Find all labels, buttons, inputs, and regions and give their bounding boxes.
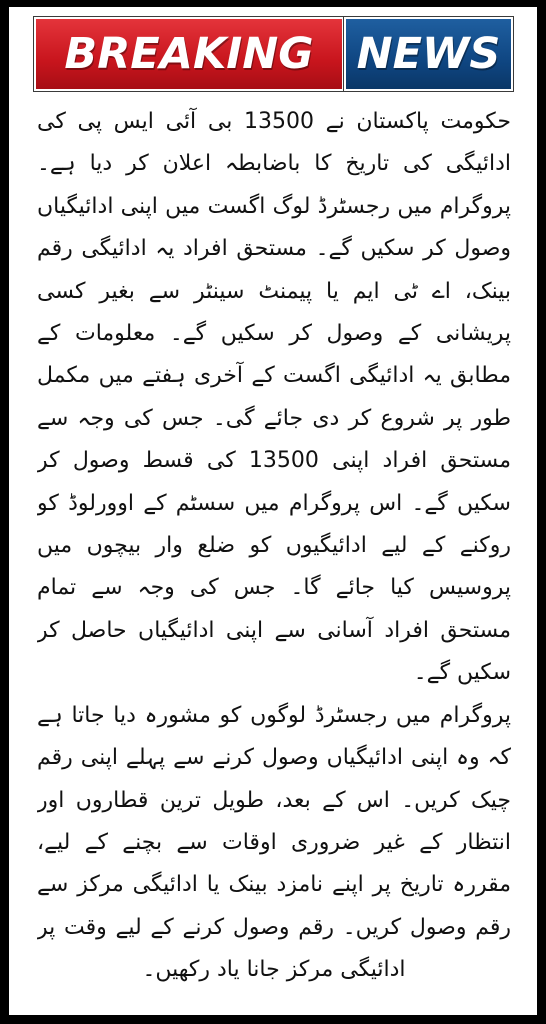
article-paragraph-1: حکومت پاکستان نے 13500 بی آئی ایس پی کی ادائیگی کی تاریخ کا باضابطہ اعلان کر دیا ہے۔ پروگرام میں رجسٹرڈ لوگ اگست میں اپنی ادائیگیاں وصول کر سکیں گے۔ مستحق افراد یہ ادائیگی رقم بینک، اے ٹی ایم یا پیمنٹ سینٹر سے بغیر کسی پریشانی کے وصول کر سکیں گے۔ معلومات کے مطابق یہ ادائیگی اگست کے آخری ہفتے میں مکمل طور پر شروع کر دی جائے گی۔ جس کی وجہ سے مستحق افراد اپنی 13500 کی قسط وصول کر سکیں گے۔ اس پروگرام میں سسٹم کے اوورلوڈ کو روکنے کے لیے ادائیگیوں کو ضلع وار بیچوں میں پروسیس کیا جائے گا۔ جس کی وجہ سے تمام مستحق افراد آسانی سے اپنی ادائیگیاں حاصل کر سکیں گے۔ (37, 109, 511, 686)
breaking-news-banner (34, 17, 513, 91)
banner-red-segment (34, 17, 344, 91)
article-card (9, 7, 537, 1015)
banner-blue-segment (344, 17, 513, 91)
article-body (37, 101, 511, 1001)
article-paragraph-2: پروگرام میں رجسٹرڈ لوگوں کو مشورہ دیا جاتا ہے کہ وہ اپنی ادائیگیاں وصول کرنے سے پہلے اپنی رقم چیک کریں۔ اس کے بعد، طویل ترین قطاروں اور انتظار کے غیر ضروری اوقات سے بچنے کے لیے، مقررہ تاریخ پر اپنے نامزد بینک یا ادائیگی مرکز سے رقم وصول کریں۔ رقم وصول کرنے کے لیے وقت پر ادائیگی مرکز جانا یاد رکھیں۔ (37, 702, 511, 983)
banner-word-news: NEWS (356, 28, 501, 79)
banner-word-breaking: BREAKING (64, 28, 314, 79)
